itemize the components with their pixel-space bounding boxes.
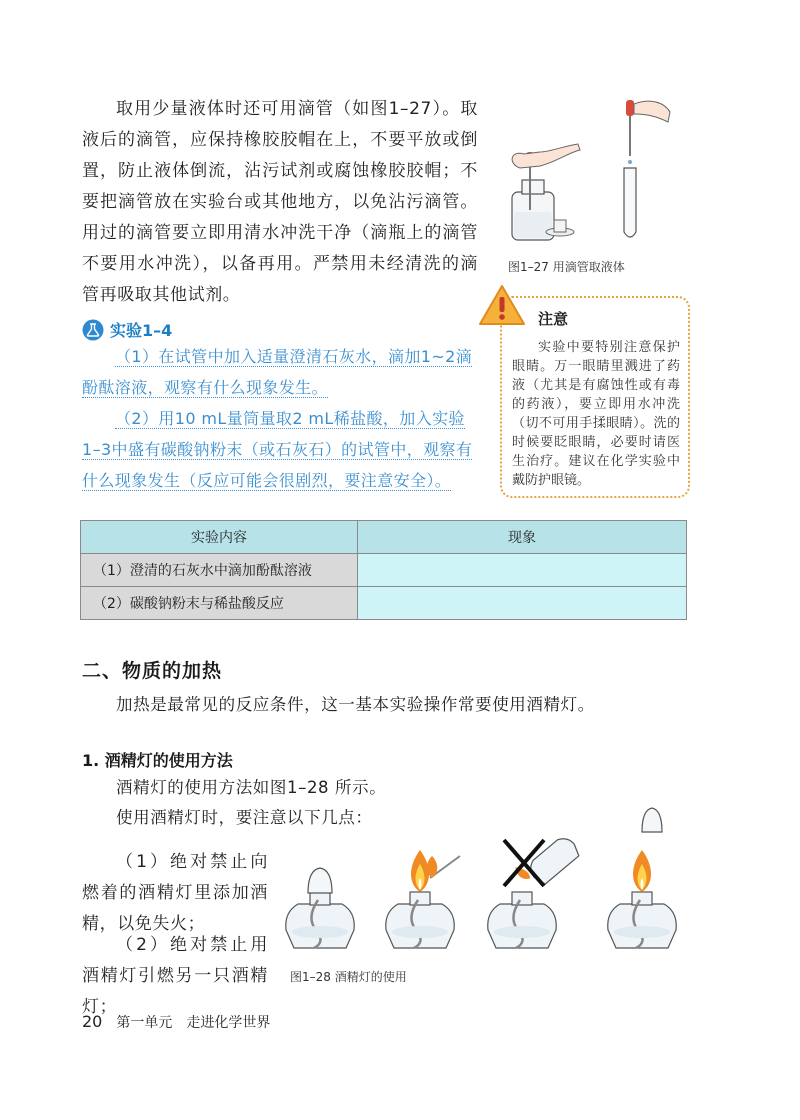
lamp-lit-with-match [386,850,460,948]
experiment-step-2-text: （2）用10 mL量筒量取2 mL稀盐酸，加入实验1–3中盛有碳酸钠粉末（或石灰石）的试管中，观察有什么现象发生（反应可能会很剧烈，要注意安全）。 [82,409,473,490]
experiment-step-2 [82,403,478,496]
dropper-illustration [500,92,675,252]
experiment-table [80,520,687,620]
dropper-right [626,100,634,164]
experiment-step-1 [82,341,478,403]
note-title: 注意 [538,310,569,328]
safety-point-1: （1）绝对禁止向燃着的酒精灯里添加酒精，以免失火； [82,852,268,934]
lamp-forbidden [488,829,582,948]
page-footer [82,1012,270,1032]
table-cell [358,554,687,587]
note-box [500,296,690,498]
page-number: 20 [82,1012,103,1031]
table-header-row [81,521,687,554]
lamp-lit [608,808,677,948]
test-tube [624,168,636,237]
footer-unit: 第一单元 [116,1015,173,1031]
warning-icon [478,284,526,328]
table-header-cell: 现象 [358,521,687,554]
experiment-title: 实验1–4 [110,321,173,340]
table-row [81,554,687,587]
flask-icon [82,319,104,341]
section-2-title: 二、物质的加热 [82,660,223,682]
table-cell: （2）碳酸钠粉末与稀盐酸反应 [81,587,358,620]
note-text: 实验中要特别注意保护眼睛。万一眼睛里溅进了药液（尤其是有腐蚀性或有毒的药液），要立即用水冲洗（切不可用手揉眼睛）。洗的时候要眨眼睛，必要时请医生治疗。建议在化学实验中戴防护眼镜。 [512,340,680,488]
table-header-cell: 实验内容 [81,521,358,554]
figure-27-caption: 图1–27 用滴管取液体 [508,260,625,274]
experiment-header [82,318,172,341]
section-2-intro: 加热是最常见的反应条件，这一基本实验操作常要使用酒精灯。 [116,695,595,714]
hand-right [634,101,670,122]
experiment-step-1-text: （1）在试管中加入适量澄清石灰水，滴加1~2滴酚酞溶液，观察有什么现象发生。 [82,347,473,397]
table-row [81,587,687,620]
alcohol-lamp-illustration [282,800,692,960]
table-cell [358,587,687,620]
subsection-line-2: 使用酒精灯时，要注意以下几点： [116,808,373,827]
footer-unit-title: 走进化学世界 [186,1015,271,1031]
intro-paragraph: 取用少量液体时还可用滴管（如图1–27）。取液后的滴管，应保持橡胶胶帽在上，不要平放或倒置，防止液体倒流，沾污试剂或腐蚀橡胶胶帽；不要把滴管放在实验台或其他地方，以免沾污滴管。用过的滴管要立即用清水冲洗干净（滴瓶上的滴管不要用水冲洗），以备再用。严禁用未经清洗的滴管再吸取其他试剂。 [82,99,478,305]
subsection-1-title: 1. 酒精灯的使用方法 [82,751,233,770]
safety-point-2: （2）绝对禁止用酒精灯引燃另一只酒精灯； [82,935,268,1017]
table-cell: （1）澄清的石灰水中滴加酚酞溶液 [81,554,358,587]
figure-28-caption: 图1–28 酒精灯的使用 [290,970,407,984]
hand-left [512,144,580,168]
lamp-with-cap [286,868,355,948]
subsection-line-1: 酒精灯的使用方法如图1–28 所示。 [116,778,387,797]
